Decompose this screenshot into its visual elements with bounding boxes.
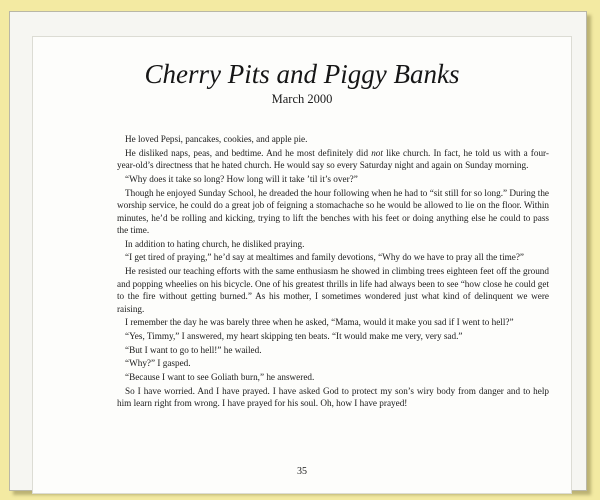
paragraph-text: I remember the day he was barely three when he asked, “Mama, would it make you sad if I went to hell?” xyxy=(125,317,514,328)
paragraph-text: He loved Pepsi, pancakes, cookies, and apple pie. xyxy=(125,134,308,144)
paragraph-text: In addition to hating church, he disliked praying. xyxy=(125,238,305,249)
paragraph-text: “Because I want to see Goliath burn,” he answered. xyxy=(125,372,315,383)
paragraph-3 xyxy=(117,173,549,186)
paragraph-text: “Why?” I gasped. xyxy=(125,358,191,369)
emphasis-text: not xyxy=(371,147,383,158)
photo-frame xyxy=(9,11,587,491)
paragraph-7 xyxy=(117,265,549,315)
paragraph-text: “I get tired of praying,” he’d say at mealtimes and family devotions, “Why do we have to pray all the time?” xyxy=(125,252,525,263)
paragraph-text: like church. In fact, he told us with a four-year-old’s directness that he hated church. He would say so every Saturday night and again on Sunday morning. xyxy=(117,147,549,171)
paragraph-text: So I have worried. And I have prayed. I have asked God to protect my son’s wiry body from danger and to help him learn right from wrong. I have prayed for his soul. Oh, how I have prayed! xyxy=(117,385,549,409)
paragraph-11 xyxy=(117,357,549,370)
page-number: 35 xyxy=(297,466,307,477)
paragraph-6 xyxy=(117,251,549,264)
paragraph-text: “But I want to go to hell!” he wailed. xyxy=(125,344,262,355)
paragraph-9 xyxy=(117,330,549,343)
page-date: March 2000 xyxy=(271,92,333,106)
paragraph-2 xyxy=(117,147,549,172)
paragraph-13 xyxy=(117,385,549,410)
paragraph-8 xyxy=(117,316,549,329)
paragraph-12 xyxy=(117,371,549,384)
paragraph-text: He resisted our teaching efforts with the same enthusiasm he showed in climbing trees eighteen feet off the ground and popping wheelies on his bicycle. One of his greatest thrills in life had always been to see “how close he could get to the fire without getting burned.” As his mother, I sometimes wondered just what kind of delinquent we were raising. xyxy=(117,266,549,314)
page-body xyxy=(117,133,549,411)
paragraph-4 xyxy=(117,187,549,237)
paragraph-1 xyxy=(117,133,549,146)
paragraph-text: “Why does it take so long? How long will it take ’til it’s over?” xyxy=(125,173,358,184)
paragraph-5 xyxy=(117,238,549,251)
paragraph-text: Though he enjoyed Sunday School, he dreaded the hour following when he had to “sit still for so long.” During the worship service, he could do a great job of feigning a stomachache so he would be allowed to lie on the floor. Within minutes, he’d be rolling and kicking, trying to lift the benches with his feet or doing anything else he could to pass the time. xyxy=(117,187,549,236)
paragraph-text: He disliked naps, peas, and bedtime. And he most definitely did xyxy=(125,147,372,158)
paragraph-text: “Yes, Timmy,” I answered, my heart skipping ten beats. “It would make me very, very sad.” xyxy=(125,331,463,341)
page-title: Cherry Pits and Piggy Banks xyxy=(144,59,460,89)
paragraph-10 xyxy=(117,344,549,357)
book-page xyxy=(32,36,572,494)
